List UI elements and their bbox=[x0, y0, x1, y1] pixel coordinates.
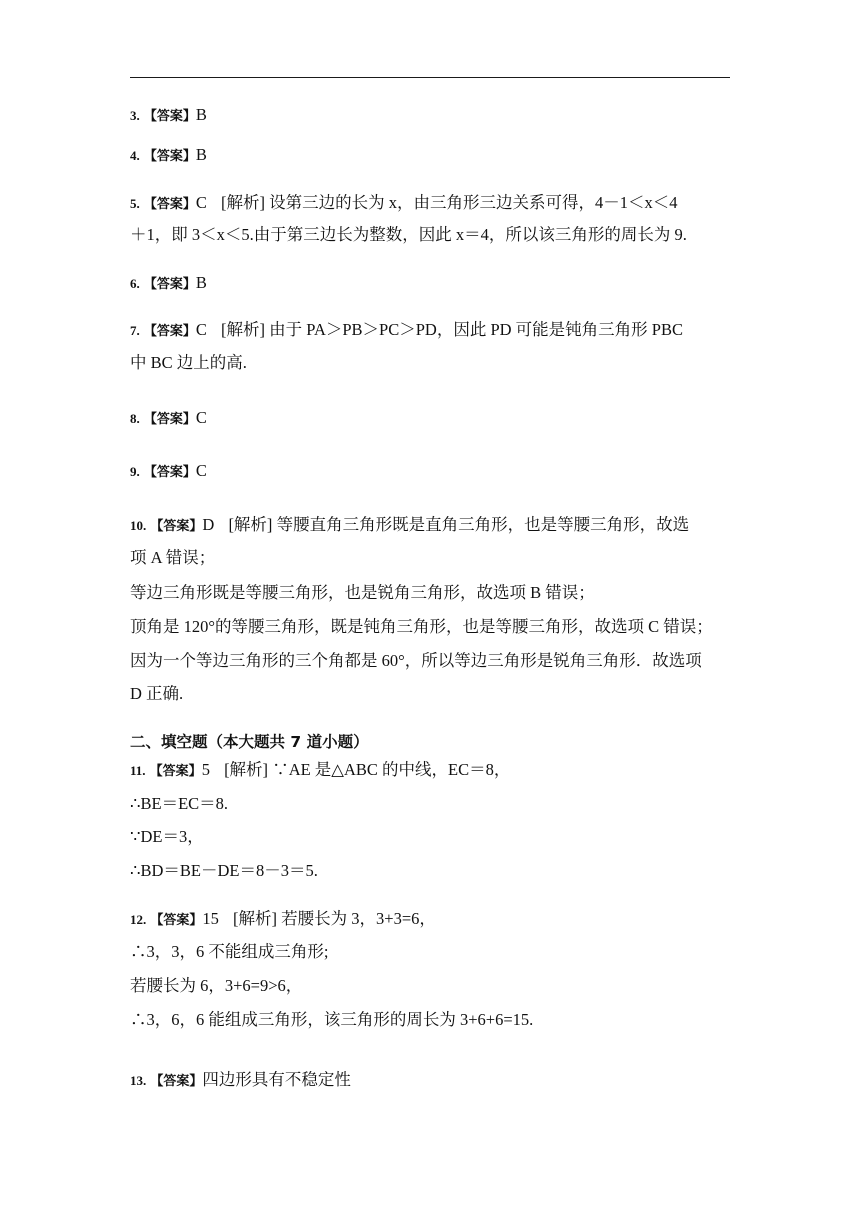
answer-value: C bbox=[195, 193, 207, 212]
question-number: 4. bbox=[130, 148, 140, 163]
analysis-text: ∵AE 是△ABC 的中线，EC＝8， bbox=[272, 760, 511, 779]
question-number: 11. bbox=[130, 763, 146, 778]
analysis-tag: [解析] bbox=[233, 909, 278, 928]
analysis-line: ∴BE＝EC＝8. bbox=[130, 794, 229, 813]
answer-value: B bbox=[195, 145, 207, 164]
answer-q10 bbox=[130, 515, 730, 537]
analysis-tag: [解析] bbox=[224, 760, 269, 779]
answer-tag: 【答案】 bbox=[143, 412, 196, 427]
answer-tag: 【答案】 bbox=[150, 1074, 203, 1089]
answer-value: 四边形具有不稳定性 bbox=[202, 1070, 351, 1089]
analysis-line: D 正确. bbox=[130, 684, 184, 703]
answer-q4 bbox=[130, 145, 730, 167]
analysis-line: ∴BD＝BE－DE＝8－3＝5. bbox=[130, 861, 318, 880]
answer-value: B bbox=[195, 105, 207, 124]
analysis-text: 由于 PA＞PB＞PC＞PD，因此 PD 可能是钝角三角形 PBC bbox=[269, 320, 683, 339]
analysis-text: 设第三边的长为 x，由三角形三边关系可得，4－1＜x＜4 bbox=[269, 193, 678, 212]
analysis-text: 若腰长为 3，3+3=6， bbox=[281, 909, 436, 928]
answer-tag: 【答案】 bbox=[143, 465, 196, 480]
question-number: 5. bbox=[130, 196, 140, 211]
question-number: 8. bbox=[130, 411, 140, 426]
answer-value: C bbox=[195, 320, 207, 339]
question-number: 12. bbox=[130, 912, 147, 927]
answer-value: 15 bbox=[202, 909, 219, 928]
answer-tag: 【答案】 bbox=[150, 913, 203, 928]
analysis-tag: [解析] bbox=[228, 515, 273, 534]
analysis-line: 等边三角形既是等腰三角形，也是锐角三角形，故选项 B 错误； bbox=[130, 583, 595, 602]
answer-q13 bbox=[130, 1070, 730, 1092]
answer-q8 bbox=[130, 408, 730, 430]
question-number: 9. bbox=[130, 464, 140, 479]
analysis-tag: [解析] bbox=[221, 193, 266, 212]
answer-q7 bbox=[130, 320, 730, 342]
answer-q11 bbox=[130, 760, 730, 782]
analysis-text: 等腰直角三角形既是直角三角形，也是等腰三角形，故选 bbox=[276, 515, 690, 534]
answer-q12 bbox=[130, 909, 730, 931]
question-number: 7. bbox=[130, 323, 140, 338]
answer-tag: 【答案】 bbox=[143, 197, 196, 212]
answer-value: B bbox=[195, 273, 207, 292]
answer-tag: 【答案】 bbox=[143, 149, 196, 164]
analysis-line: ∴3，6，6 能组成三角形，该三角形的周长为 3+6+6=15. bbox=[130, 1010, 534, 1029]
analysis-tag: [解析] bbox=[221, 320, 266, 339]
question-number: 3. bbox=[130, 108, 140, 123]
analysis-line: 若腰长为 6，3+6=9>6， bbox=[130, 976, 303, 995]
section-heading: 二、填空题（本大题共 7 道小题） bbox=[130, 733, 369, 751]
answer-q9 bbox=[130, 461, 730, 483]
answer-tag: 【答案】 bbox=[149, 764, 202, 779]
analysis-line: 项 A 错误； bbox=[130, 548, 216, 567]
answer-q6 bbox=[130, 273, 730, 295]
answer-tag: 【答案】 bbox=[143, 324, 196, 339]
answer-value: C bbox=[195, 461, 207, 480]
answer-value: 5 bbox=[201, 760, 210, 779]
answer-tag: 【答案】 bbox=[143, 277, 196, 292]
analysis-line: ∴3，3，6 不能组成三角形; bbox=[130, 942, 329, 961]
analysis-line: 顶角是 120°的等腰三角形，既是钝角三角形，也是等腰三角形，故选项 C 错误； bbox=[130, 617, 713, 636]
answer-q5 bbox=[130, 193, 730, 215]
answer-q3 bbox=[130, 105, 730, 127]
analysis-line: 中 BC 边上的高. bbox=[130, 353, 247, 372]
question-number: 13. bbox=[130, 1073, 147, 1088]
analysis-line: 因为一个等边三角形的三个角都是 60°，所以等边三角形是锐角三角形．故选项 bbox=[130, 651, 702, 670]
analysis-line: ＋1，即 3＜x＜5.由于第三边长为整数，因此 x＝4，所以该三角形的周长为 9. bbox=[130, 225, 687, 244]
header-rule bbox=[130, 77, 730, 78]
analysis-line: ∵DE＝3， bbox=[130, 827, 204, 846]
answer-value: C bbox=[195, 408, 207, 427]
question-number: 10. bbox=[130, 518, 147, 533]
answer-tag: 【答案】 bbox=[143, 109, 196, 124]
question-number: 6. bbox=[130, 276, 140, 291]
answer-tag: 【答案】 bbox=[150, 519, 203, 534]
answer-value: D bbox=[202, 515, 215, 534]
